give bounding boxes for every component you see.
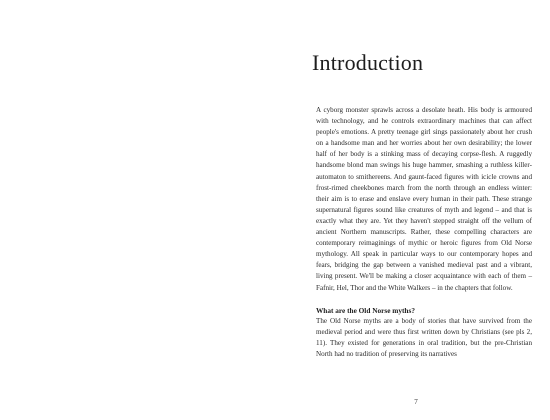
section-subheading: What are the Old Norse myths?: [316, 305, 415, 315]
chapter-title: Introduction: [312, 50, 424, 75]
page-number: 7: [414, 398, 418, 406]
body-text: [316, 105, 532, 360]
paragraph-1: A cyborg monster sprawls across a desolate heath. His body is armoured with technology, and he controls extraordinary machines that can affect people's emotions. A pretty teenage girl sings passionately about her crush on a handsome man and her worries about her own desirability; the lower half of her body is a stinking mass of decaying corpse-flesh. A ruggedly handsome blond man swings his huge hammer, smashing a ruthless killer-automaton to smithereens. And gaunt-faced figures with icicle crowns and frost-rimed cheekbones march from the north through an endless winter: their aim is to erase and enslave every human in their path. These strange supernatural figures sound like creatures of myth and legend – and that is exactly what they are. Yet they haven't stepped straight off the vellum of ancient Northern manuscripts. Rather, these compelling characters are contemporary reimaginings of mythic or heroic figures from Old Norse mythology. All speak in particular ways to our contemporary hopes and fears, bridging the gap between a vanished medieval past and a vibrant, living present. We'll be making a closer acquaintance with each of them – Fafnir, Hel, Thor and the White Walkers – in the chapters that follow.: [316, 106, 532, 292]
paragraph-2: The Old Norse myths are a body of stories that have survived from the medieval period and were thus first written down by Christians (see pls 2, 11). They existed for generations in oral tradition, but the pre-Christian North had no tradition of preserving its narratives: [316, 316, 532, 358]
paragraph-spacer: [316, 294, 532, 305]
